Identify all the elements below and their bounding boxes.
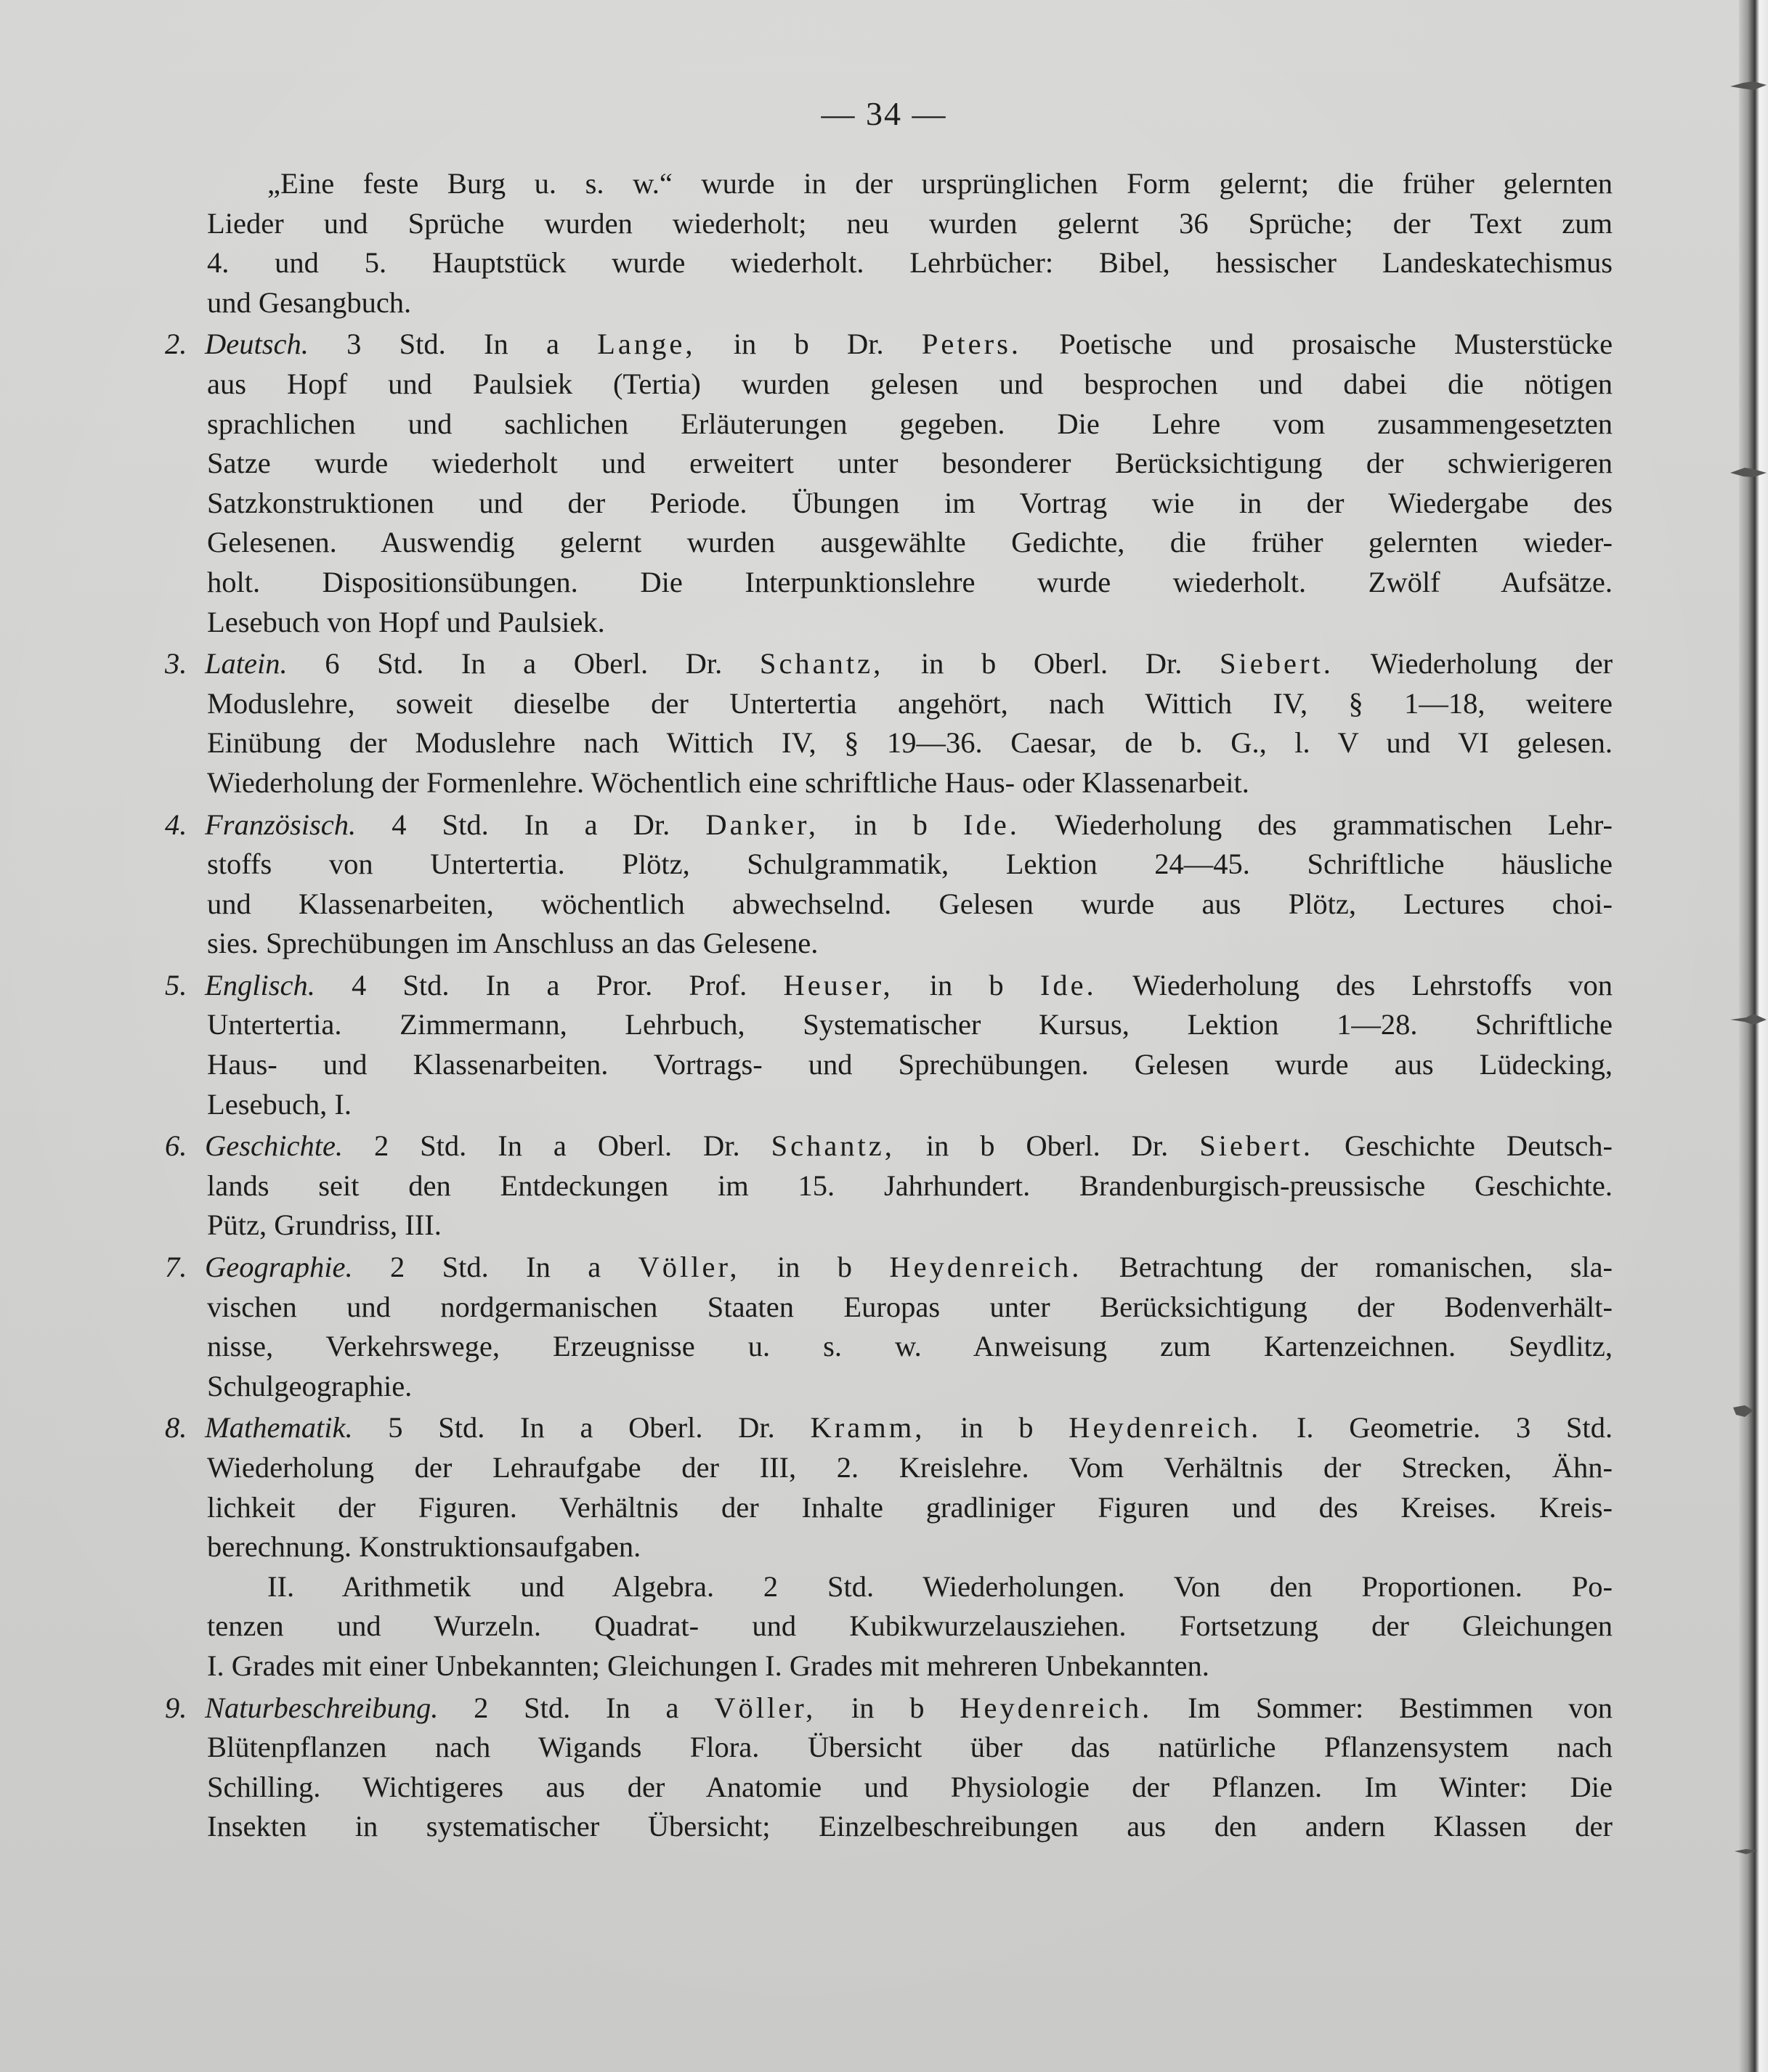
teacher-name: Schantz, bbox=[759, 647, 884, 680]
text-fragment: Wiederholung des Lehrstoffs von bbox=[1132, 968, 1613, 1002]
teacher-name: Völler, bbox=[638, 1251, 740, 1284]
subject-hours: 5 Std. In a Oberl. Dr. bbox=[388, 1411, 775, 1445]
teacher-name: Danker, bbox=[705, 808, 819, 841]
subject-item bbox=[165, 966, 1613, 1124]
text-fragment: Wiederholung der bbox=[1370, 647, 1613, 680]
text-line: nisse, Verkehrswege, Erzeugnisse u. s. w. Anweisung zum Kartenzeichnen. Seydlitz, bbox=[207, 1330, 1613, 1363]
text-line: Wiederholung der Lehraufgabe der III, 2. Kreislehre. Vom Verhältnis der Strecken, Ähn- bbox=[207, 1451, 1613, 1484]
text-line: Einübung der Moduslehre nach Wittich IV, § 19—36. Caesar, de b. G., l. V und VI gelesen. bbox=[207, 726, 1613, 760]
class-label: in b bbox=[776, 1251, 853, 1284]
text-line: 4. und 5. Hauptstück wurde wiederholt. Lehrbücher: Bibel, hessischer Landeskatechismus bbox=[207, 246, 1613, 280]
class-label: in b bbox=[851, 1691, 925, 1724]
class-label: in b Oberl. Dr. bbox=[920, 647, 1183, 680]
text-line: Untertertia. Zimmermann, Lehrbuch, Systematischer Kursus, Lektion 1—28. Schriftliche bbox=[207, 1008, 1613, 1041]
text-line: Wiederholung der Formenlehre. Wöchentlich eine schriftliche Haus- oder Klassenarbeit. bbox=[207, 765, 1249, 799]
subject-name: Französisch. bbox=[205, 808, 357, 841]
text-line: vischen und nordgermanischen Staaten Europas unter Berücksichtigung der Bodenverhält- bbox=[207, 1290, 1613, 1323]
text-line: I. Grades mit einer Unbekannten; Gleichungen I. Grades mit mehreren Unbekannten. bbox=[207, 1649, 1209, 1682]
text-fragment: I. Geometrie. 3 Std. bbox=[1296, 1411, 1613, 1445]
subject-hours: 2 Std. In a Oberl. Dr. bbox=[373, 1129, 740, 1163]
text-line: Haus- und Klassenarbeiten. Vortrags- und Sprechübungen. Gelesen wurde aus Lüdecking, bbox=[207, 1048, 1613, 1081]
subject-name: Geschichte. bbox=[205, 1129, 344, 1163]
subject-number: 3. bbox=[165, 647, 187, 680]
subject-hours: 2 Std. In a bbox=[389, 1251, 601, 1284]
teacher-name: Peters. bbox=[921, 328, 1021, 361]
text-fragment: Poetische und prosaische Musterstücke bbox=[1059, 328, 1613, 361]
subject-item bbox=[165, 325, 1613, 642]
text-line: Satzkonstruktionen und der Periode. Übungen im Vortrag wie in der Wiedergabe des bbox=[207, 486, 1613, 519]
text-line: Moduslehre, soweit dieselbe der Untertertia angehört, nach Wittich IV, § 1—18, weitere bbox=[207, 686, 1613, 720]
text-line: Schilling. Wichtigeres aus der Anatomie und Physiologie der Pflanzen. Im Winter: Die bbox=[207, 1770, 1613, 1803]
subject-heading-line bbox=[165, 1248, 1613, 1288]
text-line: Satze wurde wiederholt und erweitert unter besonderer Berücksichtigung der schwierigeren bbox=[207, 447, 1613, 480]
class-label: in b bbox=[929, 968, 1004, 1002]
subject-heading-line bbox=[165, 805, 1613, 845]
subject-number: 8. bbox=[165, 1411, 187, 1445]
teacher-name: Kramm, bbox=[810, 1411, 925, 1445]
subject-number: 2. bbox=[165, 328, 187, 361]
subject-list bbox=[165, 325, 1613, 1847]
text-line: Gelesenen. Auswendig gelernt wurden ausgewählte Gedichte, die früher gelernten wieder- bbox=[207, 526, 1613, 559]
subject-item bbox=[165, 805, 1613, 964]
binding-mark-icon bbox=[1729, 78, 1768, 94]
subject-heading-line bbox=[165, 966, 1613, 1006]
text-line: sprachlichen und sachlichen Erläuterungen gegeben. Die Lehre vom zusammengesetzten bbox=[207, 407, 1613, 440]
subject-item bbox=[165, 1408, 1613, 1686]
teacher-name: Ide. bbox=[1039, 968, 1097, 1002]
text-line: „Eine feste Burg u. s. w.“ wurde in der ursprünglichen Form gelernt; die früher gelernten bbox=[267, 167, 1613, 200]
subject-item bbox=[165, 1248, 1613, 1406]
teacher-name: Heuser, bbox=[783, 968, 893, 1002]
teacher-name: Siebert. bbox=[1199, 1129, 1314, 1163]
teacher-name: Heydenreich. bbox=[960, 1691, 1153, 1724]
teacher-name: Schantz, bbox=[771, 1129, 895, 1163]
text-line: und Gesangbuch. bbox=[207, 285, 412, 319]
class-label: in b Oberl. Dr. bbox=[925, 1129, 1169, 1163]
binding-mark-icon bbox=[1729, 1012, 1768, 1028]
subject-name: Mathematik. bbox=[205, 1411, 353, 1445]
subject-number: 9. bbox=[165, 1691, 187, 1724]
subject-number: 5. bbox=[165, 968, 187, 1002]
subject-name: Deutsch. bbox=[205, 328, 309, 361]
binding-edge bbox=[1739, 0, 1768, 2072]
text-line: sies. Sprechübungen im Anschluss an das Gelesene. bbox=[207, 927, 819, 960]
subject-heading-line bbox=[165, 1408, 1613, 1448]
subject-hours: 2 Std. In a bbox=[474, 1691, 679, 1724]
teacher-name: Heydenreich. bbox=[1068, 1411, 1262, 1445]
subject-heading-line bbox=[165, 1689, 1613, 1728]
class-label: in b Dr. bbox=[733, 328, 884, 361]
text-line: Blütenpflanzen nach Wigands Flora. Übersicht über das natürliche Pflanzensystem nach bbox=[207, 1731, 1613, 1764]
text-line: Pütz, Grundriss, III. bbox=[207, 1208, 442, 1242]
text-fragment: Betrachtung der romanischen, sla- bbox=[1119, 1251, 1613, 1284]
subject-item bbox=[165, 1126, 1613, 1246]
subject-heading-line bbox=[165, 1126, 1613, 1166]
subject-name: Latein. bbox=[205, 647, 288, 680]
subject-heading-line bbox=[165, 644, 1613, 684]
subject-hours: 6 Std. In a Oberl. Dr. bbox=[325, 647, 723, 680]
teacher-name: Siebert. bbox=[1219, 647, 1334, 680]
text-line: tenzen und Wurzeln. Quadrat- und Kubikwurzelausziehen. Fortsetzung der Gleichungen bbox=[207, 1609, 1613, 1643]
text-line: Lieder und Sprüche wurden wiederholt; neu wurden gelernt 36 Sprüche; der Text zum bbox=[207, 206, 1613, 240]
class-label: in b bbox=[960, 1411, 1034, 1445]
teacher-name: Ide. bbox=[963, 808, 1020, 841]
text-fragment: Wiederholung des grammatischen Lehr- bbox=[1055, 808, 1613, 841]
text-line: holt. Dispositionsübungen. Die Interpunktionslehre wurde wiederholt. Zwölf Aufsätze. bbox=[207, 565, 1613, 598]
subject-item bbox=[165, 644, 1613, 803]
subject-item bbox=[165, 1689, 1613, 1847]
subject-heading-line bbox=[165, 325, 1613, 365]
text-fragment: Geschichte Deutsch- bbox=[1344, 1129, 1613, 1163]
text-line: Lesebuch, I. bbox=[207, 1087, 352, 1121]
subject-name: Naturbeschreibung. bbox=[205, 1691, 439, 1724]
text-line: aus Hopf und Paulsiek (Tertia) wurden gelesen und besprochen und dabei die nötigen bbox=[207, 367, 1613, 400]
text-line: Lesebuch von Hopf und Paulsiek. bbox=[207, 605, 605, 638]
page-body bbox=[165, 164, 1613, 1847]
text-line: lichkeit der Figuren. Verhältnis der Inhalte gradliniger Figuren und des Kreises. Kreis- bbox=[207, 1490, 1613, 1524]
text-line: berechnung. Konstruktionsaufgaben. bbox=[207, 1530, 641, 1564]
teacher-name: Lange, bbox=[597, 328, 696, 361]
teacher-name: Völler, bbox=[714, 1691, 816, 1724]
text-line: Schulgeographie. bbox=[207, 1369, 413, 1402]
class-label: in b bbox=[854, 808, 928, 841]
subject-number: 4. bbox=[165, 808, 187, 841]
text-line: II. Arithmetik und Algebra. 2 Std. Wiederholungen. Von den Proportionen. Po- bbox=[267, 1569, 1613, 1603]
subject-name: Geographie. bbox=[205, 1251, 353, 1284]
subject-number: 6. bbox=[165, 1129, 187, 1163]
text-line: stoffs von Untertertia. Plötz, Schulgrammatik, Lektion 24—45. Schriftliche häusliche bbox=[207, 848, 1613, 881]
subject-hours: 3 Std. In a bbox=[346, 328, 559, 361]
binding-mark-icon bbox=[1729, 1843, 1768, 1859]
teacher-name: Heydenreich. bbox=[889, 1251, 1082, 1284]
subject-hours: 4 Std. In a Dr. bbox=[392, 808, 670, 841]
subject-number: 7. bbox=[165, 1251, 187, 1284]
text-line: und Klassenarbeiten, wöchentlich abwechselnd. Gelesen wurde aus Plötz, Lectures choi- bbox=[207, 887, 1613, 920]
subject-hours: 4 Std. In a Pror. Prof. bbox=[352, 968, 747, 1002]
text-line: lands seit den Entdeckungen im 15. Jahrhundert. Brandenburgisch-preussische Geschichte. bbox=[207, 1169, 1613, 1202]
binding-mark-icon bbox=[1729, 465, 1768, 481]
binding-mark-icon bbox=[1729, 1403, 1768, 1419]
page-number: — 34 — bbox=[821, 95, 947, 132]
text-fragment: Im Sommer: Bestimmen von bbox=[1188, 1691, 1613, 1724]
text-line: Insekten in systematischer Übersicht; Einzelbeschreibungen aus den andern Klassen der bbox=[207, 1810, 1613, 1843]
subject-name: Englisch. bbox=[205, 968, 315, 1002]
